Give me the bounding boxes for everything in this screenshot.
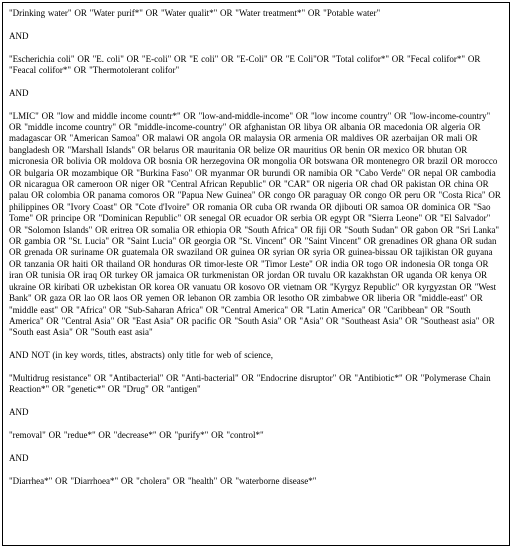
and-connector: AND xyxy=(9,30,29,41)
and-not-note: AND NOT (in key words, titles, abstracts) only title for web of science, xyxy=(9,350,274,361)
and-connector: AND xyxy=(9,87,29,98)
search-strategy-box xyxy=(2,2,510,546)
outcome-terms: "Diarrhea*" OR "Diarrhoea*" OR "cholera" OR "health" OR "waterborne disease*" xyxy=(9,475,317,486)
and-connector: AND xyxy=(9,407,29,418)
intervention-terms: "removal" OR "redue*" OR "decrease*" OR "purify*" OR "control*" xyxy=(9,429,264,440)
and-connector: AND xyxy=(9,452,29,463)
water-terms: "Drinking water" OR "Water purif*" OR "Water qualit*" OR "Water treatment*" OR "Potable water" xyxy=(9,8,381,18)
exclusion-terms: "Multidrug resistance" OR "Antibacterial" OR "Anti-bacterial" OR "Endocrine disruptor" OR "Antibiotic*" OR "Polymerase Chain Reaction*" OR "genetic*" OR "Drug" OR "antigen" xyxy=(9,372,491,395)
country-terms: "LMIC" OR "low and middle income countr*" OR "low-and-middle-income" OR "low income country" OR "low-income-country" OR "middle income country" OR "middle-income-country" OR afghanistan OR libya OR albania OR macedonia OR algeria OR madagascar OR "American Samoa" OR malawi OR angola OR malaysia OR armenia OR maldives OR azerbaijan OR mali OR bangladesh OR "Marshall Islands" OR belarus OR mauritania OR belize OR mauritius OR benin OR mexico OR bhutan OR micronesia OR bolivia OR moldova OR bosnia OR herzegovina OR mongolia OR botswana OR montenegro OR brazil OR morocco OR bulgaria OR mozambique OR "Burkina Faso" OR myanmar OR burundi OR namibia OR "Cabo Verde" OR nepal OR cambodia OR nicaragua OR cameroon OR niger OR "Central African Republic" OR "CAR" OR nigeria OR chad OR pakistan OR china OR palau OR colombia OR panama comoros OR "Papua New Guinea" OR congo OR paraguay OR congo OR peru OR "Costa Rica" OR philippines OR "Ivory Coast" OR "Cote d'Ivoire" OR romania OR cuba OR rwanda OR djibouti OR samoa OR dominica OR "Sao Tome" OR principe OR "Dominican Republic" OR senegal OR ecuador OR serbia OR egypt OR "Sierra Leone" OR "El Salvador" OR "Solomon Islands" OR eritrea OR somalia OR ethiopia OR "South Africa" OR fiji OR "South Sudan" OR gabon OR "Sri Lanka" OR gambia OR "St. Lucia" OR "Saint Lucia" OR georgia OR "St. Vincent" OR "Saint Vincent" OR grenadines OR ghana OR sudan OR grenada OR suriname OR guatemala OR swaziland OR guinea OR syrian OR syria OR guinea-bissau OR tajikistan OR guyana OR tanzania OR haiti OR thailand OR honduras OR timor-leste OR "Timor Leste" OR india OR togo OR indonesia OR tonga OR iran OR tunisia OR iraq OR turkey OR jamaica OR turkmenistan OR jordan OR tuvalu OR kazakhstan OR uganda OR kenya OR ukraine OR kiribati OR uzbekistan OR korea OR vanuatu OR kosovo OR vietnam OR "Kyrgyz Republic" OR kyrgyzstan OR "West Bank" OR gaza OR lao OR laos OR yemen OR lebanon OR zambia OR lesotho OR zimbabwe OR liberia OR "middle-east" OR "middle east" OR "Africa" OR "Sub-Saharan Africa" OR "Central America" OR "Latin America" OR "Caribbean" OR "South America" OR "Central Asia" OR "East Asia" OR pacific OR "South Asia" OR "Asia" OR "Southeast Asia" OR "Southeast asia" OR "South east Asia" OR "South east asia" xyxy=(9,110,501,338)
coli-terms: "Escherichia coli" OR "E. coli" OR "E-coli" OR "E coli" OR "E-Coli" OR "E Coli"OR "Total colifor*" OR "Fecal colifor*" OR "Feacal colifor*" OR "Thermotolerant colifor" xyxy=(9,53,481,75)
